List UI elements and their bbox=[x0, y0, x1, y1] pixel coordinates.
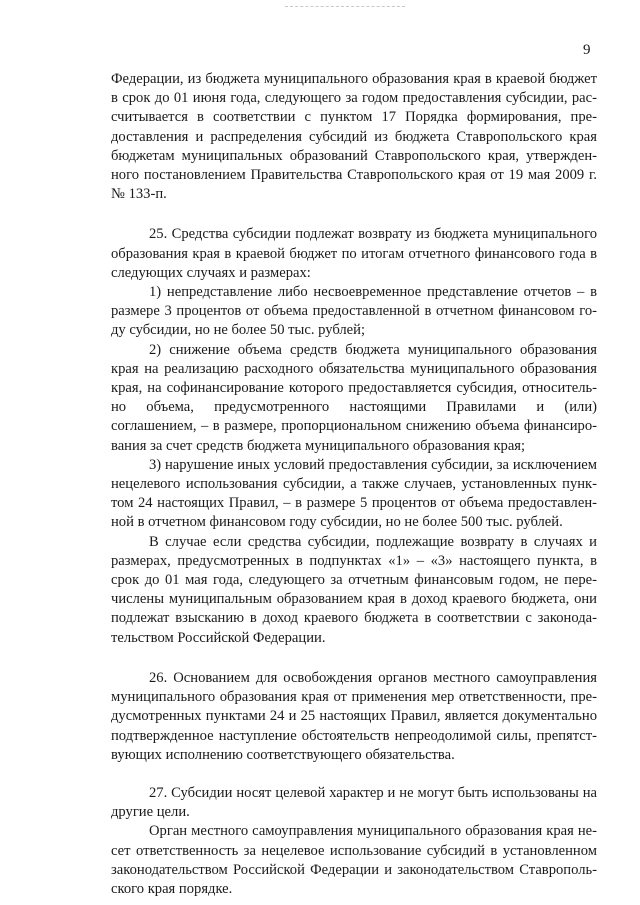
text-line: 3) нарушение иных условий предоставления субсидии, за исключением bbox=[149, 456, 597, 473]
text-line: законодательством Российской Федерации и законодательством Ставрополь- bbox=[111, 861, 597, 878]
text-line: сет ответственность за нецелевое использование субсидий в установленном bbox=[111, 842, 597, 859]
text-line: числены муниципальным образованием края в доход краевого бюджета, они bbox=[111, 591, 597, 608]
text-line: считывается в соответствии с пунктом 17 Порядка формирования, пре- bbox=[111, 109, 597, 126]
text-line: тельством Российской Федерации. bbox=[111, 629, 326, 646]
text-line: подлежат взысканию в доход краевого бюджета в соответствии с законода- bbox=[111, 610, 597, 627]
text-line: 27. Субсидии носят целевой характер и не могут быть использованы на bbox=[149, 784, 597, 801]
text-line: нецелевого использования субсидии, а также случаев, установленных пунк- bbox=[111, 476, 597, 493]
page-number: 9 bbox=[583, 42, 591, 58]
text-line: Орган местного самоуправления муниципального образования края не- bbox=[149, 823, 597, 840]
text-line: том 24 настоящих Правил, – в размере 5 процентов от объема предоставлен- bbox=[111, 495, 597, 512]
text-line: 2) снижение объема средств бюджета муниципального образования bbox=[149, 341, 597, 358]
text-line: ского края порядке. bbox=[111, 880, 233, 897]
text-line: доставления и распределения субсидий из бюджета Ставропольского края bbox=[111, 128, 597, 145]
text-line: срок до 01 мая года, следующего за отчетным финансовым годом, не пере- bbox=[111, 572, 597, 589]
text-line: вания за счет средств бюджета муниципального образования края; bbox=[111, 437, 526, 454]
text-line: ду субсидии, но не более 50 тыс. рублей; bbox=[111, 322, 366, 339]
text-line: другие цели. bbox=[111, 804, 190, 821]
text-line: ной в отчетном финансовом году субсидии, но не более 500 тыс. рублей. bbox=[111, 514, 563, 531]
text-line: дусмотренных пунктами 24 и 25 настоящих Правил, является документально bbox=[111, 708, 597, 725]
scan-artifact bbox=[285, 6, 405, 8]
text-line: В случае если средства субсидии, подлежащие возврату в случаях и bbox=[149, 533, 597, 550]
text-line: ного постановлением Правительства Ставропольского края от 19 мая 2009 г. bbox=[111, 167, 597, 184]
text-line: соглашением, – в размере, пропорциональном снижению объема финансиро- bbox=[111, 418, 597, 435]
text-line: следующих случаях и размерах: bbox=[111, 264, 311, 281]
text-line: образования края в краевой бюджет по итогам отчетного финансового года в bbox=[111, 245, 597, 262]
text-line: в срок до 01 июня года, следующего за годом предоставления субсидии, рас- bbox=[111, 90, 597, 107]
text-line: 25. Средства субсидии подлежат возврату из бюджета муниципального bbox=[149, 226, 597, 243]
text-line: вующих исполнению соответствующего обязательства. bbox=[111, 746, 455, 763]
text-line: размере 3 процентов от объема предоставленной в отчетном финансовом го- bbox=[111, 303, 597, 320]
text-line: № 133-п. bbox=[111, 186, 167, 203]
text-line: 1) непредставление либо несвоевременное представление отчетов – в bbox=[149, 284, 597, 301]
text-line: 26. Основанием для освобождения органов местного самоуправления bbox=[149, 669, 597, 686]
text-line: муниципального образования края от применения мер ответственности, пре- bbox=[111, 689, 597, 706]
text-line: Федерации, из бюджета муниципального образования края в краевой бюджет bbox=[111, 71, 597, 87]
text-line: бюджетам муниципальных образований Ставропольского края, утвержден- bbox=[111, 147, 597, 164]
text-line: размерах, предусмотренных в подпунктах «1» – «3» настоящего пункта, в bbox=[111, 552, 597, 569]
text-line: края на реализацию расходного обязательства муниципального образования bbox=[111, 360, 597, 377]
document-body bbox=[111, 70, 597, 899]
text-line: но объема, предусмотренного настоящими Правилами и (или) bbox=[111, 399, 597, 416]
text-line: края, на софинансирование которого предоставляется субсидия, относитель- bbox=[111, 380, 597, 397]
text-line: подтвержденное наступление обстоятельств непреодолимой силы, препятст- bbox=[111, 727, 597, 744]
